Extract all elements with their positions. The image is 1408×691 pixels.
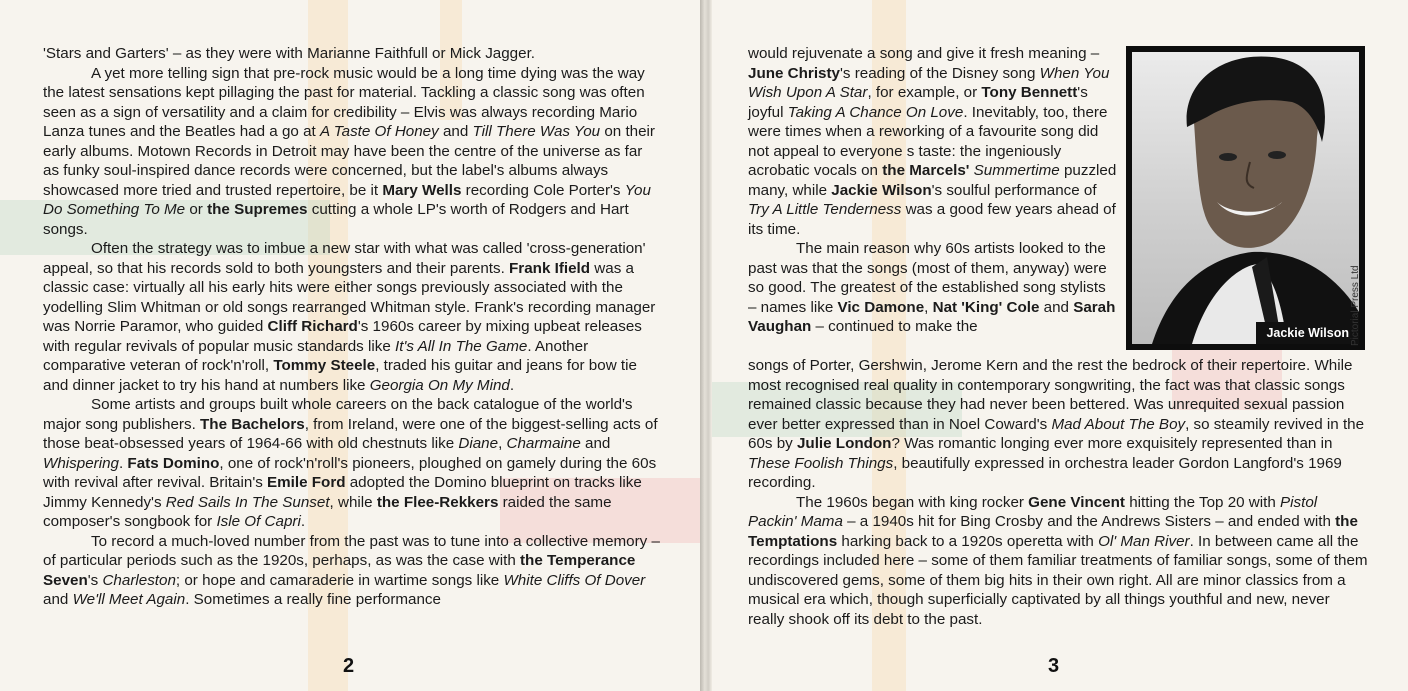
text-run: and (438, 123, 473, 140)
text-run: . (118, 454, 128, 472)
artist-name: Gene Vincent (1028, 493, 1125, 511)
text-run: , from Ireland, were one of the biggest-selling acts of those beat-obsessed years of 1964-66 with old chestnuts like (43, 415, 658, 452)
text-run: . In between came all the recordings included here – some of them familiar treatments of familiar songs, some of them undiscovered gems, some of them big hits in their own right. All are minor classics from a musical era which, though superficially captivated by all things youthful and new, never really shook off its debt to the past. (748, 532, 1368, 628)
portrait-illustration (1132, 52, 1359, 344)
text-run: . Inevitably, too, there were times when a reworking of a favourite song did not appeal to everyone s taste: the ingeniously acrobatic vocals on (748, 103, 1108, 179)
text-run: Some artists and groups built whole careers on the back catalogue of the world's major song publishers. (43, 396, 633, 433)
text-run: 's reading of the Disney song (840, 64, 1040, 82)
right-page-text-bottom (748, 356, 1368, 629)
text-run: or (185, 201, 208, 218)
text-run: , traded his guitar and jeans for bow tie and dinner jacket to try his hand at numbers like (43, 357, 637, 394)
artist-name: Tommy Steele (273, 357, 376, 374)
text-run: and (43, 591, 73, 608)
text-run: puzzled many, while (748, 162, 1117, 199)
paragraph (43, 395, 661, 532)
text-run: 's 1960s career by mixing upbeat releases with regular revivals of popular music standards like (43, 318, 642, 355)
artist-name: the Temptations (748, 513, 1358, 550)
paragraph (43, 44, 661, 64)
left-page-text (43, 44, 661, 610)
text-run: The 1960s began with king rocker (796, 493, 1029, 511)
text-run: – a 1940s hit for Bing Crosby and the Andrews Sisters – and ended with (842, 513, 1336, 530)
text-run: 'Stars and Garters' – as they were with Marianne Faithfull or Mick Jagger. (43, 45, 536, 62)
text-run: ; or hope and camaraderie in wartime songs like (175, 571, 504, 589)
song-title: Ol' Man River (1098, 532, 1190, 550)
text-run: A yet more telling sign that pre-rock music would be a long time dying was the way the latest sensations kept pillaging the past for material. Tackling a classic song was often seen as a sign of versatility and a claim for credibility – Elvis was always recording Mario Lanza tunes and the Beatles had a go at (43, 64, 645, 140)
song-title: These Foolish Things (748, 454, 894, 472)
song-title: Try A Little Tenderness (748, 201, 902, 218)
text-run: , beautifully expressed in orchestra leader Gordon Langford's 1969 recording. (748, 454, 1342, 491)
text-run: To record a much-loved number from the past was to tune into a collective memory – of particular periods such as the 1920s, perhaps, as was the case with (43, 532, 660, 569)
text-run: , one of rock'n'roll's pioneers, ploughed on gamely during the 60s with revival after revival. Britain's (43, 454, 657, 491)
jackie-wilson-photo (1126, 46, 1365, 350)
photo-credit: Pictorial Press Ltd (1350, 265, 1361, 346)
text-run: 's (87, 571, 103, 589)
text-run: . (509, 376, 515, 394)
text-run: , (924, 298, 933, 316)
right-page-text-top (748, 44, 1118, 337)
text-run: , so steamily revived in the 60s by (748, 415, 1365, 452)
artist-name: Frank Ifield (509, 259, 591, 277)
page-number-right: 3 (1048, 655, 1060, 677)
song-title: Georgia On My Mind (369, 376, 510, 394)
artist-name: The Bachelors (200, 415, 305, 433)
artist-name: Julie London (796, 435, 892, 452)
text-run: would rejuvenate a song and give it fresh meaning – (748, 45, 1100, 62)
text-run: 's soulful performance of (931, 181, 1097, 199)
song-title: White Cliffs Of Dover (503, 571, 646, 589)
text-run: The main reason why 60s artists looked to the past was that the songs (most of them, anyway) were so good. The greatest of the established song stylists – names like (748, 240, 1107, 316)
text-run: ? Was romantic longing ever more exquisitely represented than in (891, 435, 1333, 452)
artist-name: Vic Damone (837, 298, 925, 316)
paragraph (748, 44, 1118, 239)
text-run: Often the strategy was to imbue a new star with what was called 'cross-generation' appeal, so that his records sold to both youngsters and their parents. (43, 240, 646, 277)
song-title: Whispering (43, 454, 119, 472)
text-run: songs of Porter, Gershwin, Jerome Kern and the rest the bedrock of their repertoire. While most recognised real quality in contemporary songwriting, the fact was that classic songs remained classic because they had never been bettered. Was unrequited sexual passion ever better expressed than in Noel Coward's (748, 357, 1353, 433)
song-title: You Do Something To Me (43, 181, 651, 218)
text-run: and (580, 435, 611, 452)
song-title: Taking A Chance On Love (787, 103, 964, 121)
book-gutter (700, 0, 712, 691)
song-title: Diane (458, 435, 499, 452)
song-title: Till There Was You (472, 123, 601, 140)
artist-name: Emile Ford (267, 474, 346, 491)
text-run: and (1039, 298, 1074, 316)
paragraph (748, 356, 1368, 493)
artist-name: Fats Domino (127, 454, 220, 472)
artist-name: Sarah Vaughan (748, 298, 1116, 335)
song-title: Charleston (102, 571, 176, 589)
song-title: Mad About The Boy (1051, 415, 1186, 433)
text-run: on their early albums. Motown Records in Detroit may have been the centre of the universe as far as funky soul-inspired dance records were concerned, but the label's albums always showcased more tried and trusted repertoire, be it (43, 123, 655, 199)
text-run: , (498, 435, 507, 452)
paragraph (748, 493, 1368, 630)
song-title: When You Wish Upon A Star (748, 64, 1110, 101)
song-title: Charmaine (506, 435, 581, 452)
text-run: harking back to a 1920s operetta with (837, 532, 1099, 550)
text-run: 's joyful (748, 84, 1088, 121)
paragraph (748, 239, 1118, 337)
text-run: cutting a whole LP's worth of Rodgers and Hart songs. (43, 201, 629, 238)
artist-name: the Marcels' (882, 162, 970, 179)
photo-caption: Jackie Wilson (1256, 322, 1359, 344)
portrait-image (1132, 52, 1359, 344)
paragraph (43, 239, 661, 395)
paragraph (43, 532, 661, 610)
song-title: A Taste Of Honey (319, 123, 439, 140)
text-run: . Another comparative veteran of rock'n'roll, (43, 337, 589, 374)
text-run: hitting the Top 20 with (1124, 493, 1281, 511)
song-title: Pistol Packin' Mama (748, 493, 1318, 530)
artist-name: the Supremes (207, 201, 308, 218)
artist-name: Cliff Richard (267, 318, 358, 335)
artist-name: Tony Bennett (981, 84, 1078, 101)
text-run: . (300, 513, 306, 530)
text-run: . Sometimes a really fine performance (185, 591, 441, 608)
text-run: raided the same composer's songbook for (43, 493, 612, 530)
artist-name: the Temperance Seven (43, 552, 636, 589)
song-title: Summertime (973, 162, 1060, 179)
text-run: , for example, or (867, 84, 982, 101)
text-run: was a classic case: virtually all his early hits were either songs previously associated with the yodelling Slim Whitman or old songs rearranged Whitman style. Frank's recording manager was Norrie Paramor, who guided (43, 259, 656, 335)
artist-name: the Flee-Rekkers (376, 493, 499, 511)
artist-name: Mary Wells (382, 181, 462, 199)
song-title: Isle Of Capri (216, 513, 301, 530)
artist-name: June Christy (748, 64, 840, 82)
text-run: adopted the Domino blueprint on tracks like Jimmy Kennedy's (43, 474, 642, 511)
text-run: , while (329, 493, 377, 511)
paragraph (43, 64, 661, 240)
text-run: – continued to make the (811, 318, 978, 335)
song-title: It's All In The Game (395, 337, 528, 355)
text-run: recording Cole Porter's (461, 181, 625, 199)
artist-name: Jackie Wilson (831, 181, 932, 199)
song-title: Red Sails In The Sunset (165, 493, 330, 511)
song-title: We'll Meet Again (72, 591, 186, 608)
page-number-left: 2 (343, 655, 355, 677)
text-run: was a good few years ahead of its time. (748, 201, 1116, 238)
artist-name: Nat 'King' Cole (932, 298, 1040, 316)
